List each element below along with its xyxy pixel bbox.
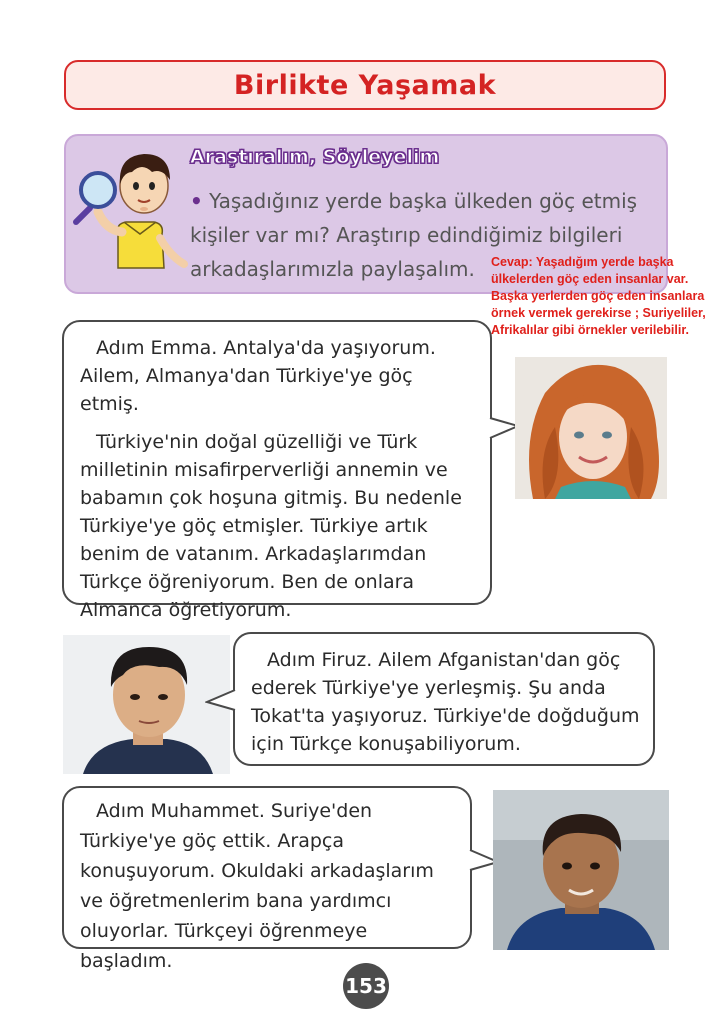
muhammet-paragraph: Adım Muhammet. Suriye'den Türkiye'ye göç ettik. Arapça konuşuyorum. Okuldaki arkadaşlarım ve öğretmenlerim bana yardımcı oluyorlar. Türkçeyi öğrenmeye başladım. <box>80 800 434 972</box>
answer-line-3: Başka yerlerden göç eden insanlara <box>491 289 705 303</box>
muhammet-speech-bubble <box>62 786 472 972</box>
emma-photo <box>515 357 667 499</box>
page-number: 153 <box>343 963 389 1009</box>
muhammet-photo <box>493 790 669 950</box>
emma-paragraph-2: Türkiye'nin doğal güzelliği ve Türk milletinin misafirperverliği annemin ve babamın çok hoşuna gitmiş. Bu nedenle Türkiye'ye göç etmişler. Türkiye artık benim de vatanım. Arkadaşlarımdan Türkçe öğreniyorum. Ben de onlara Almanca öğretiyorum. <box>80 431 462 621</box>
firuz-paragraph: Adım Firuz. Ailem Afganistan'dan göç ederek Türkiye'ye yerleşmiş. Şu anda Tokat'ta yaşıyoruz. Türkiye'de doğduğum için Türkçe konuşabiliyorum. <box>251 649 640 755</box>
answer-line-5: Afrikalılar gibi örnekler verilebilir. <box>491 323 689 337</box>
answer-line-4: örnek vermek gerekirse ; Suriyeliler, <box>491 306 706 320</box>
emma-speech-bubble <box>62 320 492 621</box>
emma-paragraph-1: Adım Emma. Antalya'da yaşıyorum. Ailem, Almanya'dan Türkiye'ye göç etmiş. <box>80 337 436 415</box>
answer-line-1: Cevap: Yaşadığım yerde başka <box>491 255 674 269</box>
research-question-text: Yaşadığınız yerde başka ülkeden göç etmiş kişiler var mı? Araştırıp edindiğimiz bilgileri arkadaşlarımızla paylaşalım. <box>190 189 638 281</box>
page-title: Birlikte Yaşamak <box>233 69 497 101</box>
firuz-speech-bubble <box>233 632 655 766</box>
handwritten-answer <box>491 254 723 339</box>
answer-line-2: ülkelerden göç eden insanlar var. <box>491 272 689 286</box>
firuz-bubble-tail <box>205 686 237 716</box>
bullet-icon: • <box>190 189 203 213</box>
title-banner <box>64 60 666 110</box>
research-heading: Araştıralım, Söyleyelim <box>190 146 440 168</box>
cartoon-boy-magnifier-illustration <box>66 146 190 276</box>
